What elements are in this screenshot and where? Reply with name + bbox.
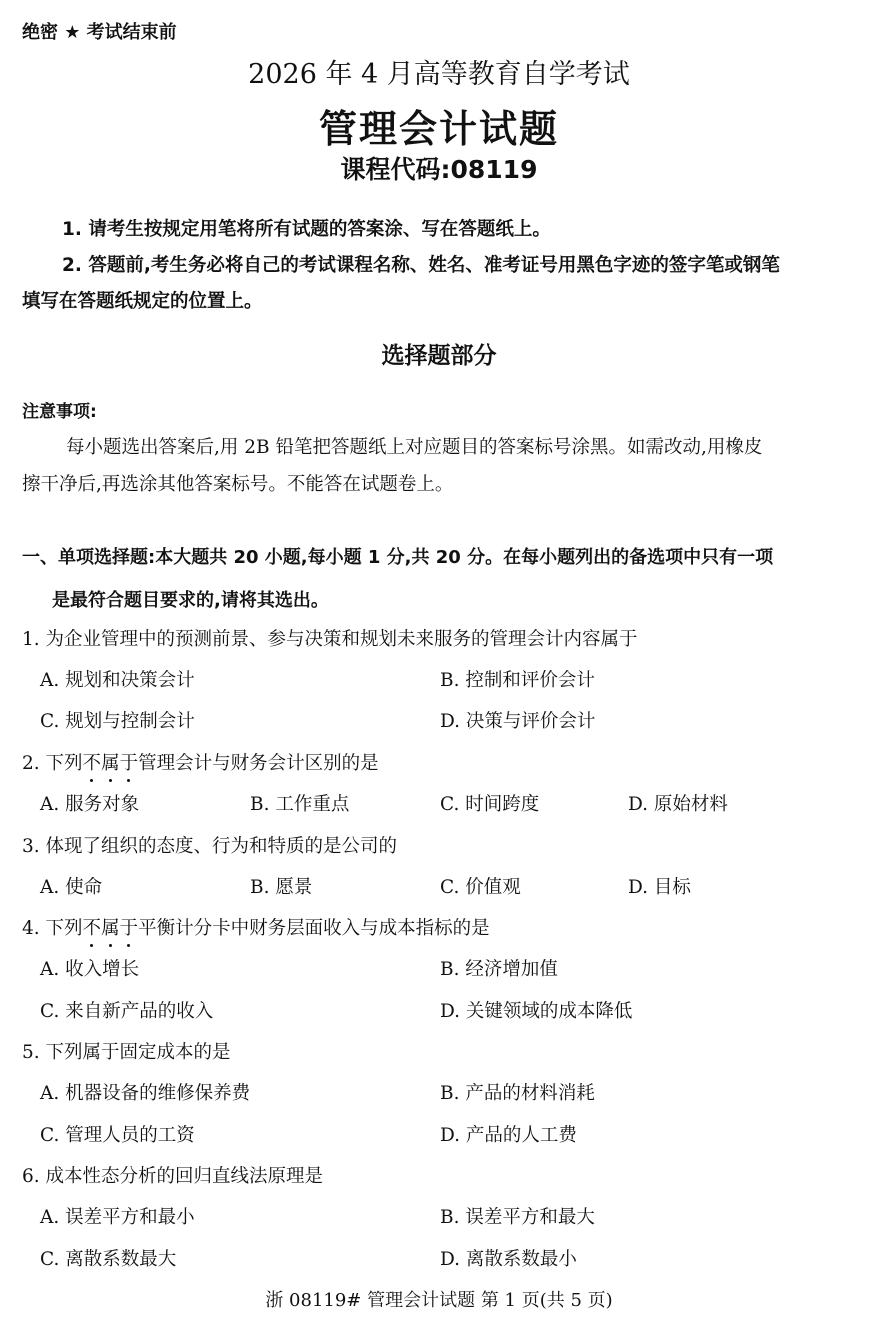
question-4-option-c: C. 来自新产品的收入 [40, 1001, 214, 1022]
emphasis-char: 于 [120, 749, 139, 775]
question-4-stem [22, 914, 490, 940]
question-3-option-d: D. 目标 [628, 877, 691, 898]
section-title: 选择题部分 [381, 343, 497, 369]
question-6-stem: 6. 成本性态分析的回归直线法原理是 [22, 1166, 324, 1187]
question-2-stem [22, 749, 379, 775]
part-heading: 一、单项选择题:本大题共 20 小题,每小题 1 分,共 20 分。在每小题列出的备选项中只有一项 [22, 547, 774, 568]
exam-session-line: 2026 年 4 月高等教育自学考试 [248, 59, 630, 90]
part-heading-cont: 是最符合题目要求的,请将其选出。 [52, 590, 329, 611]
question-1-option-b: B. 控制和评价会计 [440, 670, 595, 691]
question-3-option-c: C. 价值观 [440, 877, 521, 898]
question-6-option-b: B. 误差平方和最大 [440, 1207, 595, 1228]
question-1-option-a: A. 规划和决策会计 [40, 670, 195, 691]
notes-text-2: 擦干净后,再选涂其他答案标号。不能答在试题卷上。 [22, 474, 454, 495]
question-5-option-b: B. 产品的材料消耗 [440, 1083, 595, 1104]
question-1-option-c: C. 规划与控制会计 [40, 711, 195, 732]
question-2-stem-before: 2. 下列 [22, 753, 83, 774]
question-2-option-b: B. 工作重点 [250, 794, 350, 815]
page-title: 管理会计试题 [318, 107, 559, 151]
question-4-stem-before: 4. 下列 [22, 918, 83, 939]
question-4-stem-after: 平衡计分卡中财务层面收入与成本指标的是 [138, 918, 490, 939]
question-1-stem: 1. 为企业管理中的预测前景、参与决策和规划未来服务的管理会计内容属于 [22, 629, 638, 650]
instruction-2-cont: 填写在答题纸规定的位置上。 [22, 291, 263, 312]
emphasis-char: 于 [120, 914, 139, 940]
question-4-option-a: A. 收入增长 [40, 959, 140, 980]
question-5-option-a: A. 机器设备的维修保养费 [40, 1083, 251, 1104]
question-4-option-d: D. 关键领域的成本降低 [440, 1001, 633, 1022]
question-4-option-b: B. 经济增加值 [440, 959, 558, 980]
emphasis-char: 不 [83, 914, 102, 940]
question-3-option-a: A. 使命 [40, 877, 103, 898]
question-5-option-d: D. 产品的人工费 [440, 1125, 577, 1146]
emphasis-char: 不 [83, 749, 102, 775]
question-6-option-c: C. 离散系数最大 [40, 1249, 177, 1270]
question-6-option-a: A. 误差平方和最小 [40, 1207, 195, 1228]
emphasis-char: 属 [101, 914, 120, 940]
question-3-stem: 3. 体现了组织的态度、行为和特质的是公司的 [22, 836, 398, 857]
confidential-label: 绝密 ★ 考试结束前 [22, 22, 177, 43]
question-3-option-b: B. 愿景 [250, 877, 313, 898]
question-2-option-c: C. 时间跨度 [440, 794, 540, 815]
question-1-option-d: D. 决策与评价会计 [440, 711, 596, 732]
question-5-stem: 5. 下列属于固定成本的是 [22, 1042, 231, 1063]
question-2-option-a: A. 服务对象 [40, 794, 140, 815]
instruction-1: 1. 请考生按规定用笔将所有试题的答案涂、写在答题纸上。 [62, 219, 551, 240]
emphasis-char: 属 [101, 749, 120, 775]
page-footer: 浙 08119# 管理会计试题 第 1 页(共 5 页) [265, 1290, 613, 1311]
instruction-2: 2. 答题前,考生务必将自己的考试课程名称、姓名、准考证号用黑色字迹的签字笔或钢笔 [62, 255, 780, 276]
question-2-option-d: D. 原始材料 [628, 794, 728, 815]
question-2-stem-after: 管理会计与财务会计区别的是 [138, 753, 379, 774]
notes-heading: 注意事项: [22, 402, 97, 422]
question-6-option-d: D. 离散系数最小 [440, 1249, 577, 1270]
notes-text-1: 每小题选出答案后,用 2B 铅笔把答题纸上对应题目的答案标号涂黑。如需改动,用橡皮 [66, 437, 763, 458]
course-code: 课程代码:08119 [340, 155, 538, 184]
question-5-option-c: C. 管理人员的工资 [40, 1125, 195, 1146]
